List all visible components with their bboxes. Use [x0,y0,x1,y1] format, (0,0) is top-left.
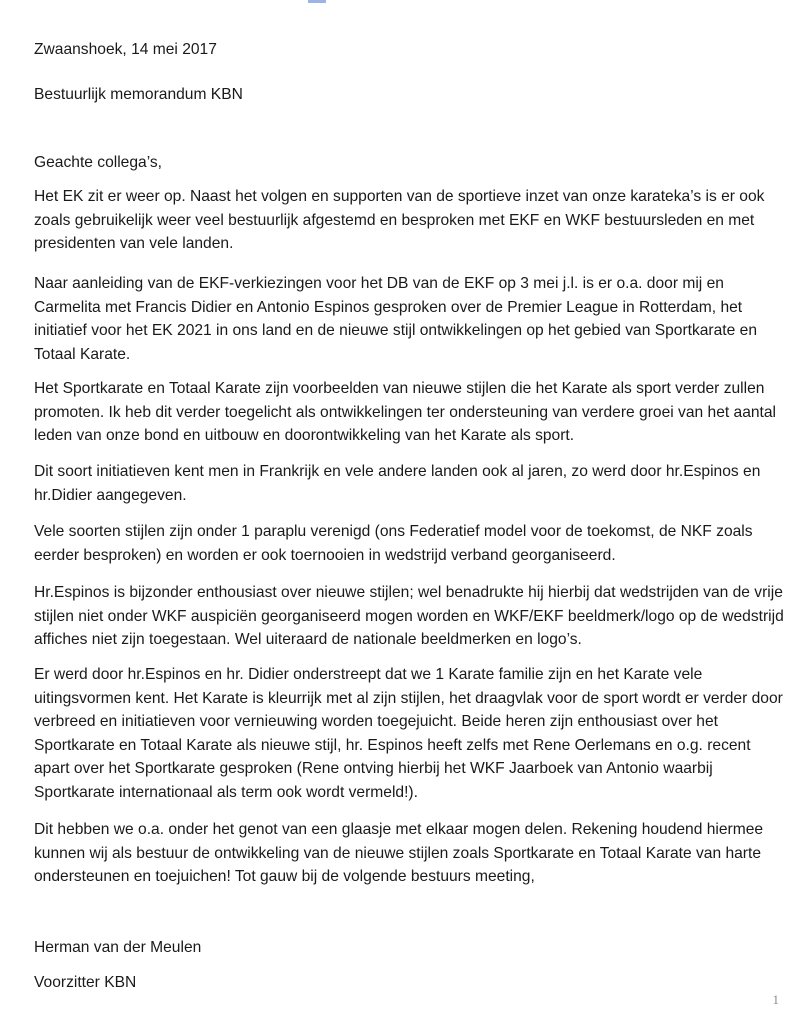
signature-name: Herman van der Meulen [34,939,202,956]
subject-line: Bestuurlijk memorandum KBN [34,86,243,103]
paragraph-7: Er werd door hr.Espinos en hr. Didier onderstreept dat we 1 Karate familie zijn en het Karate vele uitingsvormen kent. Het Karate is kleurrijk met al zijn stijlen, het draagvlak voor de sport wordt er verder door verbreed en initiatieven voor vernieuwing worden toegejuicht. Beide heren zijn enthousiast over het Sportkarate en Totaal Karate als nieuwe stijl, hr. Espinos heeft zelfs met Rene Oerlemans en o.g. recent apart over het Sportkarate gesproken (Rene ontving hierbij het WKF Jaarboek van Antonio waarbij Sportkarate internationaal als term ook wordt vermeld!). [34,666,783,801]
paragraph-6: Hr.Espinos is bijzonder enthousiast over nieuwe stijlen; wel benadrukte hij hierbij dat wedstrijden van de vrije stijlen niet onder WKF auspiciën georganiseerd mogen worden en WKF/EKF beeldmerk/logo op de wedstrijd affiches niet zijn toegestaan. Wel uiteraard de nationale beeldmerken en logo’s. [34,584,784,648]
page-number: 1 [772,992,779,1007]
paragraph-4: Dit soort initiatieven kent men in Frankrijk en vele andere landen ook al jaren, zo werd door hr.Espinos en hr.Didier aangegeven. [34,463,761,504]
paragraph-8: Dit hebben we o.a. onder het genot van een glaasje met elkaar mogen delen. Rekening houdend hiermee kunnen wij als bestuur de ontwikkeling van de nieuwe stijlen zoals Sportkarate en Totaal Karate van harte ondersteunen en toejuichen! Tot gauw bij de volgende bestuurs meeting, [34,821,764,885]
signature-title: Voorzitter KBN [34,974,137,991]
paragraph-2: Naar aanleiding van de EKF-verkiezingen voor het DB van de EKF op 3 mei j.l. is er o.a. door mij en Carmelita met Francis Didier en Antonio Espinos gesproken over de Premier League in Rotterdam, het initiatief voor het EK 2021 in ons land en de nieuwe stijl ontwikkelingen op het gebied van Sportkarate en Totaal Karate. [34,275,757,363]
top-edge-mark [308,0,326,3]
paragraph-5: Vele soorten stijlen zijn onder 1 paraplu verenigd (ons Federatief model voor de toekomst, de NKF zoals eerder besproken) en worden er ook toernooien in wedstrijd verband georganiseerd. [34,523,753,564]
paragraph-3: Het Sportkarate en Totaal Karate zijn voorbeelden van nieuwe stijlen die het Karate als sport verder zullen promoten. Ik heb dit verder toegelicht als ontwikkelingen ter ondersteuning van verdere groei van het aantal leden van onze bond en uitbouw en doorontwikkeling van het Karate als sport. [34,380,777,444]
greeting: Geachte collega’s, [34,154,163,171]
date-line: Zwaanshoek, 14 mei 2017 [34,41,217,58]
paragraph-1: Het EK zit er weer op. Naast het volgen en supporten van de sportieve inzet van onze karateka’s is er ook zoals gebruikelijk weer veel bestuurlijk afgestemd en besproken met EKF en WKF bestuursleden en met presidenten van vele landen. [34,188,765,252]
